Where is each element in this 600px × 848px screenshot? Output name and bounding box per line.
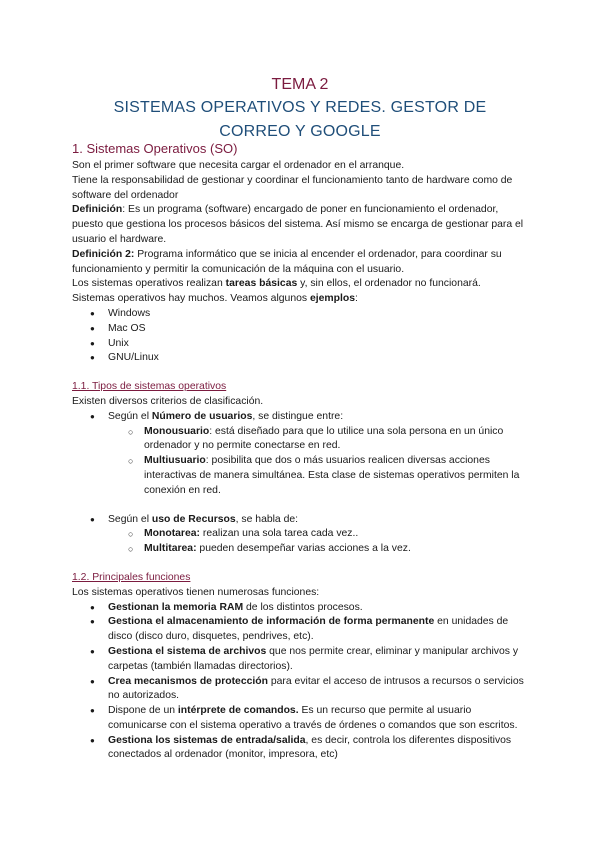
text-run: y, sin ellos, el ordenador no funcionará. xyxy=(297,278,481,290)
list-item xyxy=(72,410,532,425)
text-run: : xyxy=(355,293,358,305)
text-bold: Multitarea: xyxy=(144,543,197,555)
criteria-list-resources xyxy=(72,513,532,528)
list-item xyxy=(72,425,532,455)
text-bold: Crea mecanismos de protección xyxy=(108,675,268,687)
list-item xyxy=(72,645,532,675)
list-item xyxy=(72,704,532,734)
text-run: Según el xyxy=(108,410,152,422)
text-bold: Gestiona los sistemas de entrada/salida xyxy=(108,734,306,746)
text-bold: Gestiona el almacenamiento de información de forma permanente xyxy=(108,616,435,628)
text-run: Sistemas operativos hay muchos. Veamos algunos xyxy=(72,293,310,305)
list-item: ● Mac OS xyxy=(72,322,532,337)
section-heading-1-2: 1.2. Principales funciones xyxy=(72,571,191,583)
text-run: Es un recurso que permite al usuario comunicarse con el sistema operativo a través de órdenes o comandos que son escritos. xyxy=(108,705,518,731)
definition-2 xyxy=(72,248,532,278)
text-run: , es decir, controla los diferentes dispositivos conectados al ordenador (monitor, impresora, etc) xyxy=(108,734,512,761)
list-item: ● GNU/Linux xyxy=(72,351,532,366)
text-run: realizan una sola tarea cada vez.. xyxy=(200,528,359,540)
document-title-line2: CORREO Y GOOGLE xyxy=(219,123,381,140)
text-run: en unidades de disco (disco duro, disquetes, pendrives, etc). xyxy=(108,616,509,643)
paragraph: Existen diversos criterios de clasificación. xyxy=(72,395,264,407)
text-run: pueden desempeñar varias acciones a la vez. xyxy=(196,543,411,555)
paragraph: Los sistemas operativos tienen numerosas funciones: xyxy=(72,586,320,598)
list-item xyxy=(72,527,532,542)
list-item xyxy=(72,601,532,616)
text-bold: uso de Recursos xyxy=(151,513,236,525)
document-body xyxy=(72,140,532,763)
definition-text: : Es un programa (software) encargado de poner en funcionamiento el ordenador, puesto que gestiona los procesos básicos del sistema. Así mismo se encarga de gestionar para el usuario el hardware. xyxy=(72,204,524,245)
list-item xyxy=(72,734,532,764)
title-block xyxy=(0,74,600,144)
users-sublist xyxy=(72,425,532,499)
text-run: : está diseñado para que lo utilice una sola persona en un único ordenador y no permite conectarse en red. xyxy=(144,425,504,452)
examples-list xyxy=(72,307,532,366)
list-item xyxy=(72,513,532,528)
text-bold: intérprete de comandos. xyxy=(177,705,299,717)
paragraph xyxy=(72,277,532,292)
list-item xyxy=(72,454,532,498)
criteria-list-users xyxy=(72,410,532,425)
text-bold: ejemplos xyxy=(309,293,356,305)
text-run: para evitar el acceso de intrusos a recursos o servicios no autorizados. xyxy=(108,675,524,702)
functions-list xyxy=(72,601,532,764)
section-heading-1-1: 1.1. Tipos de sistemas operativos xyxy=(72,381,227,393)
text-run: : posibilita que dos o más usuarios realicen diversas acciones interactivas de manera simultánea. Esta clase de sistemas operativos permiten la conexión en red. xyxy=(144,455,520,496)
paragraph: Tiene la responsabilidad de gestionar y coordinar el funcionamiento tanto de hardware como de software del ordenador xyxy=(72,174,513,201)
paragraph xyxy=(72,292,532,307)
document-title-line1: SISTEMAS OPERATIVOS Y REDES. GESTOR DE xyxy=(113,99,487,116)
text-run: Dispone de un xyxy=(108,705,178,717)
definition-label: Definición 2: xyxy=(72,248,135,260)
resources-sublist xyxy=(72,527,532,557)
text-run: de los distintos procesos. xyxy=(243,601,363,613)
text-run: que nos permite crear, eliminar y manipular archivos y carpetas (también llamadas directorios). xyxy=(108,645,519,672)
text-run: Los sistemas operativos realizan xyxy=(72,278,226,290)
text-bold: Monousuario xyxy=(144,425,210,437)
list-item xyxy=(72,615,532,645)
definition-1 xyxy=(72,203,532,247)
paragraph: Son el primer software que necesita cargar el ordenador en el arranque. xyxy=(72,160,405,171)
text-bold: Gestiona el sistema de archivos xyxy=(108,645,267,657)
text-run: , se habla de: xyxy=(235,513,299,525)
text-bold: Número de usuarios xyxy=(151,410,253,422)
tema-title: TEMA 2 xyxy=(271,76,329,93)
list-item: ● Unix xyxy=(72,337,532,352)
text-bold: Multiusuario xyxy=(144,455,206,467)
definition-text: Programa informático que se inicia al encender el ordenador, para coordinar su funcionamiento y permitir la comunicación de la máquina con el usuario. xyxy=(72,248,502,275)
definition-label: Definición xyxy=(72,204,123,216)
list-item: ● Windows xyxy=(72,307,532,322)
text-bold: tareas básicas xyxy=(225,278,298,290)
list-item xyxy=(72,542,532,557)
section-heading-1: 1. Sistemas Operativos (SO) xyxy=(72,141,238,156)
text-bold: Monotarea: xyxy=(144,528,200,540)
spacer xyxy=(72,499,532,513)
list-item xyxy=(72,675,532,705)
text-run: , se distingue entre: xyxy=(252,410,344,422)
text-run: Según el xyxy=(108,513,152,525)
text-bold: Gestionan la memoria RAM xyxy=(108,601,244,613)
